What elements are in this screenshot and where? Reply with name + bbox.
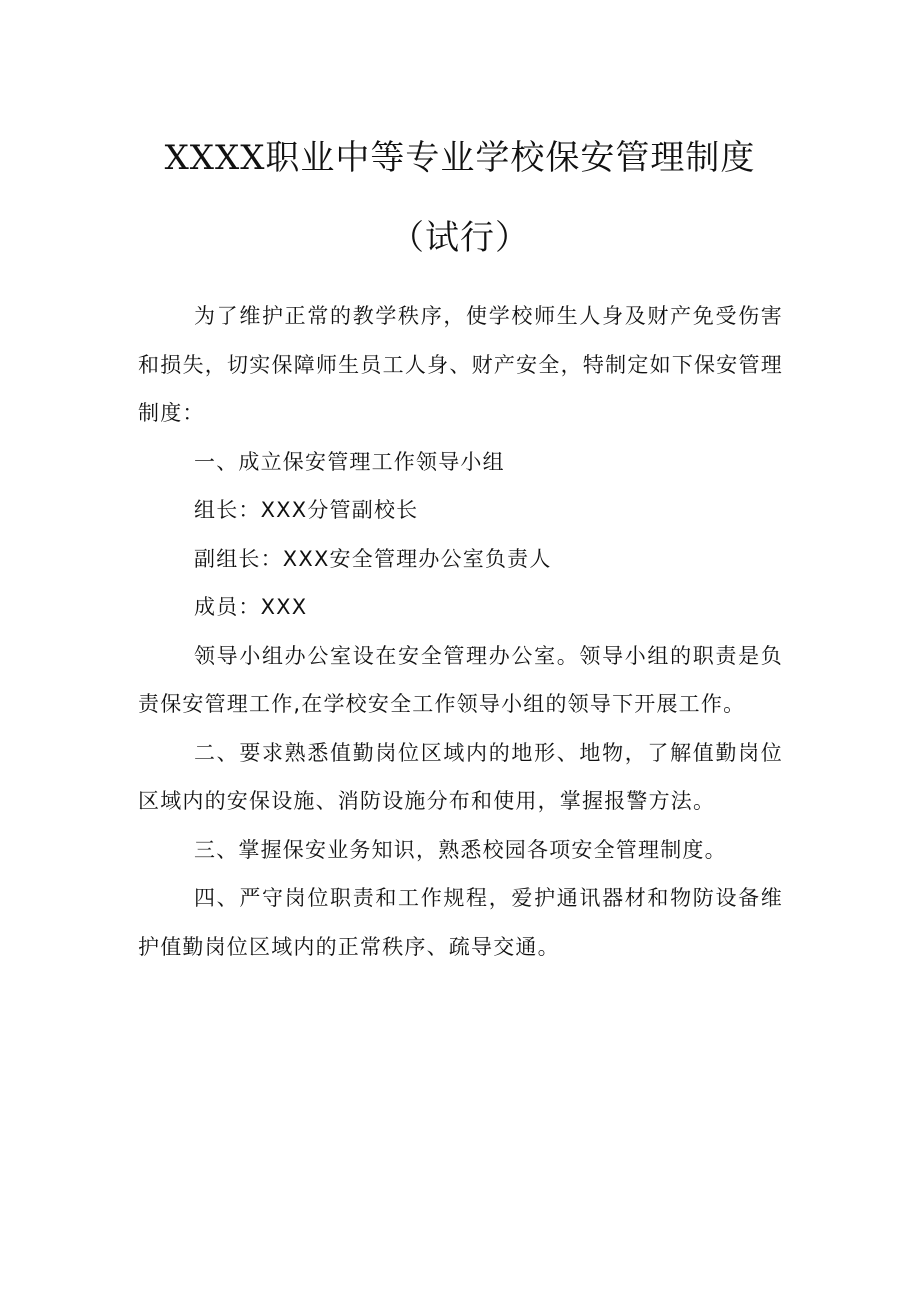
paragraph-members: 成员：XXX: [194, 595, 308, 619]
paragraph-requirement-four: 四、严守岗位职责和工作规程，爱护通讯器材和物防设备维护值勤岗位区域内的正常秩序、疏导交通。: [138, 886, 783, 959]
paragraph-intro: 为了维护正常的教学秩序，使学校师生人身及财产免受伤害和损失，切实保障师生员工人身、财产安全，特制定如下保安管理制度：: [138, 304, 783, 425]
paragraph-requirement-three: 三、掌握保安业务知识，熟悉校园各项安全管理制度。: [194, 837, 727, 862]
paragraph-office-duties: 领导小组办公室设在安全管理办公室。领导小组的职责是负责保安管理工作,在学校安全工作领导小组的领导下开展工作。: [138, 643, 783, 716]
paragraph-requirement-two: 二、要求熟悉值勤岗位区域内的地形、地物，了解值勤岗位区域内的安保设施、消防设施分布和使用，掌握报警方法。: [138, 740, 783, 813]
document-title: XXXX职业中等专业学校保安管理制度（试行）: [164, 138, 756, 258]
paragraph-group-leader: 组长：XXX分管副校长: [194, 498, 419, 522]
document-body: [138, 292, 783, 971]
section-heading-leadership-group: 一、成立保安管理工作领导小组: [194, 449, 505, 474]
paragraph-deputy-leader: 副组长：XXX安全管理办公室负责人: [194, 546, 552, 571]
